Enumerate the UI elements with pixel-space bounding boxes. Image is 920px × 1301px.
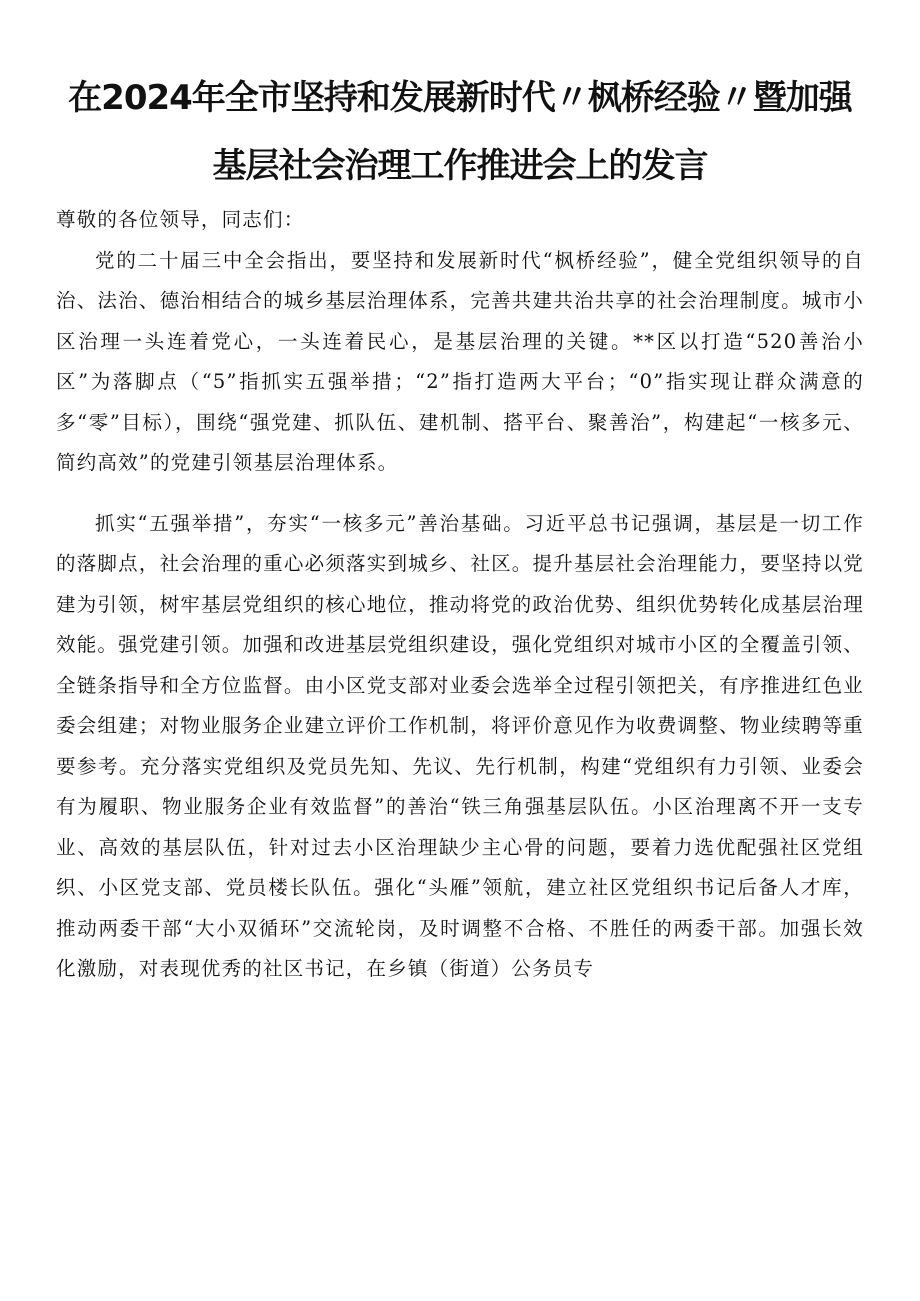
document-title xyxy=(56,64,864,200)
paragraph-five-measures: 抓实“五强举措”，夯实“一核多元”善治基础。习近平总书记强调，基层是一切工作的落脚点，社会治理的重心必须落实到城乡、社区。提升基层社会治理能力，要坚持以党建为引领，树牢基层党组织的核心地位，推动将党的政治优势、组织优势转化成基层治理效能。强党建引领。加强和改进基层党组织建设，强化党组织对城市小区的全覆盖引领、全链条指导和全方位监督。由小区党支部对业委会选举全过程引领把关，有序推进红色业委会组建；对物业服务企业建立评价工作机制，将评价意见作为收费调整、物业续聘等重要参考。充分落实党组织及党员先知、先议、先行机制，构建“党组织有力引领、业委会有为履职、物业服务企业有效监督”的善治“铁三角强基层队伍。小区治理离不开一支专业、高效的基层队伍，针对过去小区治理缺少主心骨的问题，要着力选优配强社区党组织、小区党支部、党员楼长队伍。强化“头雁”领航，建立社区党组织书记后备人才库，推动两委干部“大小双循环”交流轮岗，及时调整不合格、不胜任的两委干部。加强长效化激励，对表现优秀的社区书记，在乡镇（街道）公务员专 xyxy=(56,511,864,980)
salutation: 尊敬的各位领导，同志们： xyxy=(56,208,305,231)
title-line-1: 在2024年全市坚持和发展新时代〃枫桥经验〃暨加强 xyxy=(68,78,852,118)
paragraph-intro: 党的二十届三中全会指出，要坚持和发展新时代“枫桥经验”，健全党组织领导的自治、法治、德治相结合的城乡基层治理体系，完善共建共治共享的社会治理制度。城市小区治理一头连着党心，一头连着民心，是基层治理的关键。**区以打造“520善治小区”为落脚点（“5”指抓实五强举措；“2”指打造两大平台；“0”指实现让群众满意的多“零”目标），围绕“强党建、抓队伍、建机制、搭平台、聚善治”，构建起“一核多元、简约高效”的党建引领基层治理体系。 xyxy=(56,248,864,474)
title-line-2: 基层社会治理工作推进会上的发言 xyxy=(212,146,708,186)
document-body xyxy=(56,200,864,990)
